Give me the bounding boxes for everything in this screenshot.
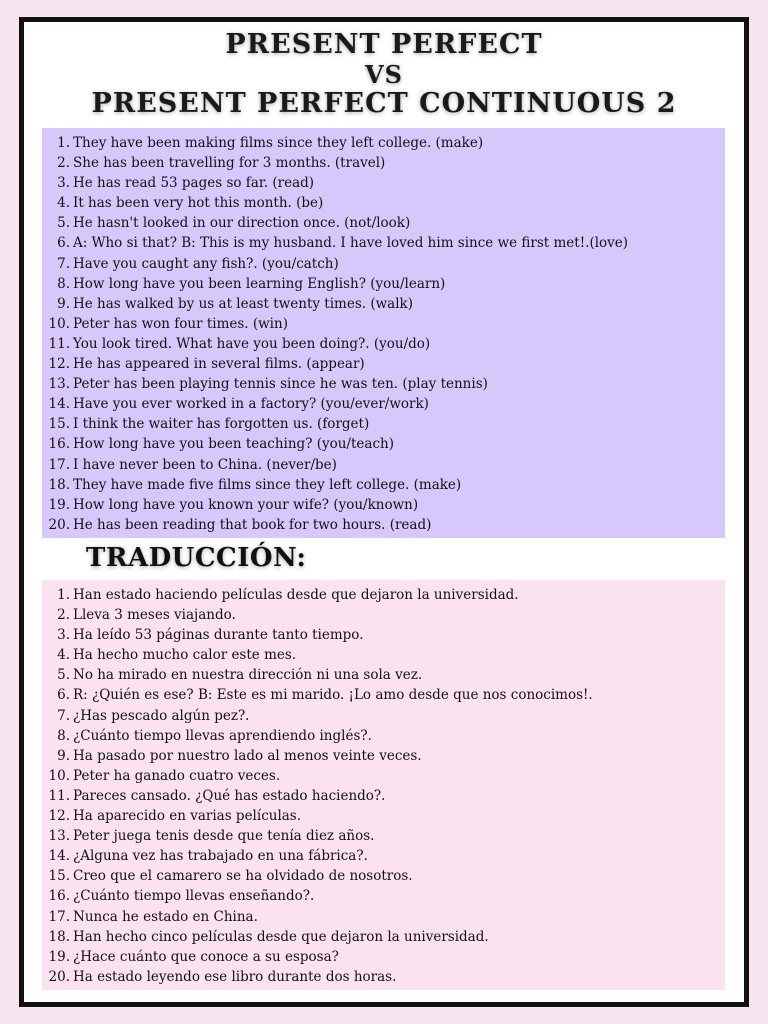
- item-text: How long have you been teaching? (you/teach): [73, 436, 394, 453]
- exercise-item: [42, 354, 725, 374]
- item-number: 4.: [57, 647, 70, 664]
- exercise-item: [42, 133, 725, 153]
- exercise-item: [42, 374, 725, 394]
- exercise-box: [42, 128, 725, 538]
- item-text: Ha aparecido en varias películas.: [73, 808, 302, 825]
- worksheet-frame: [19, 17, 749, 1007]
- item-text: You look tired. What have you been doing?. (you/do): [73, 335, 431, 352]
- translation-item: [42, 907, 725, 927]
- item-number: 18.: [48, 928, 70, 945]
- item-number: 2.: [57, 155, 70, 172]
- translation-list: [42, 585, 725, 987]
- exercise-item: [42, 414, 725, 434]
- title-line-1: PRESENT PERFECT: [225, 29, 543, 60]
- title-line-2: VS: [365, 60, 403, 89]
- item-number: 4.: [57, 195, 70, 212]
- translation-item: [42, 746, 725, 766]
- item-text: ¿Has pescado algún pez?.: [73, 707, 250, 724]
- translation-item: [42, 846, 725, 866]
- item-text: ¿Hace cuánto que conoce a su esposa?: [73, 948, 339, 965]
- translation-item: [42, 886, 725, 906]
- item-number: 2.: [57, 607, 70, 624]
- item-text: Lleva 3 meses viajando.: [73, 607, 236, 624]
- exercise-item: [42, 314, 725, 334]
- item-text: Han hecho cinco películas desde que dejaron la universidad.: [73, 928, 489, 945]
- item-text: ¿Cuánto tiempo llevas enseñando?.: [73, 888, 315, 905]
- translation-item: [42, 826, 725, 846]
- item-text: He has appeared in several films. (appear): [73, 356, 365, 373]
- item-number: 6.: [57, 235, 70, 252]
- translation-item: [42, 605, 725, 625]
- item-number: 17.: [48, 908, 70, 925]
- translation-item: [42, 645, 725, 665]
- exercise-item: [42, 334, 725, 354]
- item-number: 6.: [57, 687, 70, 704]
- translation-item: [42, 766, 725, 786]
- item-number: 3.: [57, 175, 70, 192]
- item-text: Pareces cansado. ¿Qué has estado haciendo?.: [73, 787, 386, 804]
- item-number: 12.: [48, 808, 70, 825]
- item-text: They have been making films since they left college. (make): [73, 135, 484, 151]
- item-text: Peter juega tenis desde que tenía diez años.: [73, 828, 375, 845]
- item-number: 14.: [48, 848, 70, 865]
- item-text: I think the waiter has forgotten us. (forget): [73, 416, 370, 433]
- item-text: Ha estado leyendo ese libro durante dos horas.: [73, 968, 397, 985]
- item-text: Ha pasado por nuestro lado al menos veinte veces.: [73, 747, 422, 764]
- item-text: Peter has been playing tennis since he was ten. (play tennis): [73, 376, 488, 393]
- item-number: 5.: [57, 215, 70, 232]
- item-text: Han estado haciendo películas desde que dejaron la universidad.: [73, 587, 519, 603]
- translation-item: [42, 665, 725, 685]
- item-text: He hasn't looked in our direction once. (not/look): [73, 215, 411, 232]
- item-number: 8.: [57, 275, 70, 292]
- item-text: Have you caught any fish?. (you/catch): [73, 255, 339, 272]
- item-number: 14.: [48, 396, 70, 413]
- translation-item: [42, 866, 725, 886]
- item-text: She has been travelling for 3 months. (travel): [73, 155, 386, 172]
- item-text: A: Who si that? B: This is my husband. I have loved him since we first met!.(love): [73, 235, 629, 252]
- item-number: 1.: [57, 135, 70, 151]
- item-number: 19.: [48, 496, 70, 513]
- item-number: 15.: [48, 868, 70, 885]
- item-text: It has been very hot this month. (be): [73, 195, 324, 212]
- item-text: ¿Cuánto tiempo llevas aprendiendo inglés?.: [73, 727, 372, 744]
- item-number: 1.: [57, 587, 70, 603]
- item-number: 16.: [48, 436, 70, 453]
- exercise-item: [42, 173, 725, 193]
- item-number: 15.: [48, 416, 70, 433]
- item-number: 3.: [57, 627, 70, 644]
- exercise-list: [42, 133, 725, 535]
- item-text: Creo que el camarero se ha olvidado de nosotros.: [73, 868, 413, 885]
- translation-item: [42, 786, 725, 806]
- exercise-item: [42, 153, 725, 173]
- translation-item: [42, 726, 725, 746]
- translation-item: [42, 927, 725, 947]
- translation-item: [42, 685, 725, 705]
- translation-item: [42, 625, 725, 645]
- item-number: 13.: [48, 376, 70, 393]
- item-text: No ha mirado en nuestra dirección ni una sola vez.: [73, 667, 423, 684]
- item-number: 7.: [57, 707, 70, 724]
- exercise-item: [42, 213, 725, 233]
- item-number: 10.: [48, 767, 70, 784]
- title-line-3: PRESENT PERFECT CONTINUOUS 2: [91, 88, 677, 119]
- translation-heading: TRADUCCIÓN:: [86, 543, 307, 573]
- item-text: How long have you been learning English? (you/learn): [73, 275, 446, 292]
- item-number: 20.: [48, 968, 70, 985]
- translation-item: [42, 806, 725, 826]
- item-text: He has read 53 pages so far. (read): [73, 175, 315, 192]
- item-text: He has been reading that book for two hours. (read): [73, 516, 432, 533]
- item-text: Have you ever worked in a factory? (you/ever/work): [73, 396, 429, 413]
- item-number: 11.: [48, 787, 70, 804]
- exercise-item: [42, 455, 725, 475]
- item-number: 5.: [57, 667, 70, 684]
- exercise-item: [42, 434, 725, 454]
- item-number: 11.: [48, 335, 70, 352]
- exercise-item: [42, 515, 725, 535]
- item-number: 16.: [48, 888, 70, 905]
- translation-box: [42, 580, 725, 990]
- item-number: 9.: [57, 747, 70, 764]
- item-text: Nunca he estado en China.: [73, 908, 258, 925]
- exercise-item: [42, 193, 725, 213]
- exercise-item: [42, 394, 725, 414]
- exercise-item: [42, 294, 725, 314]
- item-number: 7.: [57, 255, 70, 272]
- item-text: I have never been to China. (never/be): [73, 456, 337, 473]
- item-text: Peter has won four times. (win): [73, 315, 288, 332]
- item-text: They have made five films since they left college. (make): [73, 476, 462, 493]
- item-text: How long have you known your wife? (you/known): [73, 496, 419, 513]
- item-number: 19.: [48, 948, 70, 965]
- item-text: Ha hecho mucho calor este mes.: [73, 647, 297, 664]
- translation-item: [42, 947, 725, 967]
- exercise-item: [42, 475, 725, 495]
- exercise-item: [42, 254, 725, 274]
- item-text: He has walked by us at least twenty times. (walk): [73, 295, 413, 312]
- item-number: 10.: [48, 315, 70, 332]
- item-number: 12.: [48, 356, 70, 373]
- exercise-item: [42, 495, 725, 515]
- exercise-item: [42, 274, 725, 294]
- item-text: Ha leído 53 páginas durante tanto tiempo.: [73, 627, 364, 644]
- item-number: 17.: [48, 456, 70, 473]
- item-number: 13.: [48, 828, 70, 845]
- translation-item: [42, 706, 725, 726]
- item-text: ¿Alguna vez has trabajado en una fábrica?.: [73, 848, 368, 865]
- item-number: 8.: [57, 727, 70, 744]
- item-number: 18.: [48, 476, 70, 493]
- translation-item: [42, 585, 725, 605]
- exercise-item: [42, 233, 725, 253]
- item-number: 20.: [48, 516, 70, 533]
- item-text: R: ¿Quién es ese? B: Este es mi marido. ¡Lo amo desde que nos conocimos!.: [73, 687, 593, 704]
- item-text: Peter ha ganado cuatro veces.: [73, 767, 281, 784]
- item-number: 9.: [57, 295, 70, 312]
- translation-item: [42, 967, 725, 987]
